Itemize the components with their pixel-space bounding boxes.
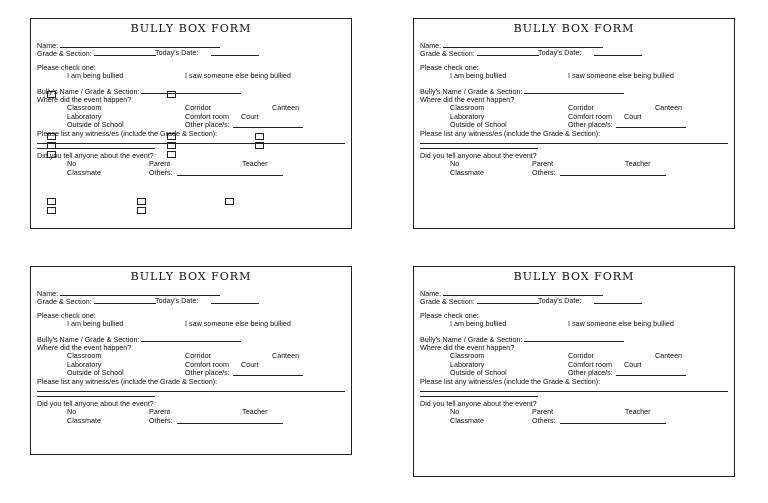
check-prompt: Please check one: <box>37 62 96 72</box>
option-witness-label: I saw someone else being bullied <box>185 71 291 81</box>
checkbox-6[interactable] <box>47 142 56 149</box>
loc-court: Court <box>624 111 642 121</box>
name-field[interactable] <box>60 41 220 48</box>
tell-parent: Parent <box>149 159 171 169</box>
date-label: Today's Date: <box>538 48 582 58</box>
date-field[interactable] <box>211 49 259 56</box>
tell-parent: Parent <box>532 159 554 169</box>
bully-name-label: Bully's Name / Grade & Section: <box>37 334 140 344</box>
checkbox-5[interactable] <box>255 133 264 140</box>
bully-name-field[interactable] <box>141 87 241 94</box>
tell-label: Did you tell anyone about the event? <box>37 398 154 408</box>
loc-other: Other place/s: <box>185 368 230 378</box>
loc-outside: Outside of School <box>67 120 124 130</box>
loc-other-field[interactable] <box>233 369 303 376</box>
where-label: Where did the event happen? <box>420 94 515 104</box>
witness-line-1[interactable] <box>420 142 728 144</box>
tell-label: Did you tell anyone about the event? <box>420 150 537 160</box>
tell-no: No <box>450 407 460 417</box>
grade-field[interactable] <box>94 49 156 56</box>
loc-outside: Outside of School <box>450 120 507 130</box>
checkbox-13[interactable] <box>225 198 234 205</box>
loc-other-field[interactable] <box>233 121 303 128</box>
grade-label: Grade & Section: <box>420 49 475 59</box>
tell-others-field[interactable] <box>177 417 283 424</box>
tell-parent: Parent <box>149 407 171 417</box>
witness-label: Please list any witness/es (include the Grade & Section): <box>37 128 218 138</box>
tell-others-field[interactable] <box>177 169 283 176</box>
where-label: Where did the event happen? <box>420 342 515 352</box>
loc-court: Court <box>241 359 259 369</box>
checkbox-12[interactable] <box>137 198 146 205</box>
loc-canteen: Canteen <box>272 351 300 361</box>
checkbox-1[interactable] <box>47 91 56 98</box>
witness-line-2[interactable] <box>37 395 155 397</box>
option-bullied-label: I am being bullied <box>67 71 124 81</box>
loc-laboratory: Laboratory <box>450 111 485 121</box>
tell-no: No <box>67 407 77 417</box>
loc-other: Other place/s: <box>185 120 230 130</box>
bully-box-form-3 <box>30 266 352 455</box>
loc-laboratory: Laboratory <box>67 111 102 121</box>
bully-box-form-4 <box>413 266 735 477</box>
checkbox-11[interactable] <box>47 198 56 205</box>
loc-corridor: Corridor <box>568 103 594 113</box>
tell-others-field[interactable] <box>560 417 666 424</box>
bully-name-field[interactable] <box>141 335 241 342</box>
loc-canteen: Canteen <box>655 351 683 361</box>
witness-line-2[interactable] <box>420 395 538 397</box>
tell-others-field[interactable] <box>560 169 666 176</box>
form-title: BULLY BOX FORM <box>513 270 635 283</box>
option-bullied-label: I am being bullied <box>450 319 507 329</box>
option-bullied-label: I am being bullied <box>67 319 124 329</box>
tell-others: Others: <box>532 167 556 177</box>
witness-line-1[interactable] <box>420 390 728 392</box>
date-label: Today's Date: <box>538 296 582 306</box>
loc-other: Other place/s: <box>568 120 613 130</box>
loc-outside: Outside of School <box>67 368 124 378</box>
option-witness-label: I saw someone else being bullied <box>568 71 674 81</box>
form-title: BULLY BOX FORM <box>130 22 252 35</box>
checkbox-15[interactable] <box>137 207 146 214</box>
checkbox-3[interactable] <box>47 133 56 140</box>
tell-teacher: Teacher <box>625 407 651 417</box>
where-label: Where did the event happen? <box>37 342 132 352</box>
grade-label: Grade & Section: <box>37 49 92 59</box>
tell-parent: Parent <box>532 407 554 417</box>
loc-classroom: Classroom <box>450 351 485 361</box>
tell-label: Did you tell anyone about the event? <box>420 398 537 408</box>
checkbox-10[interactable] <box>167 151 176 158</box>
check-prompt: Please check one: <box>420 310 479 320</box>
grade-label: Grade & Section: <box>420 297 475 307</box>
option-witness-label: I saw someone else being bullied <box>568 319 674 329</box>
loc-laboratory: Laboratory <box>67 359 102 369</box>
where-label: Where did the event happen? <box>37 94 132 104</box>
tell-teacher: Teacher <box>242 159 268 169</box>
loc-corridor: Corridor <box>185 103 211 113</box>
checkbox-7[interactable] <box>167 142 176 149</box>
loc-comfort: Comfort room <box>185 359 229 369</box>
tell-others: Others: <box>532 415 556 425</box>
date-field[interactable] <box>594 49 642 56</box>
tell-teacher: Teacher <box>242 407 268 417</box>
witness-line-2[interactable] <box>420 147 538 149</box>
grade-field[interactable] <box>477 297 539 304</box>
loc-classroom: Classroom <box>67 103 102 113</box>
form-title: BULLY BOX FORM <box>513 22 635 35</box>
tell-classmate: Classmate <box>67 415 101 425</box>
loc-other: Other place/s: <box>568 368 613 378</box>
name-label: Name: <box>37 40 59 50</box>
witness-line-1[interactable] <box>37 390 345 392</box>
witness-line-1[interactable] <box>37 142 345 144</box>
tell-others: Others: <box>149 167 173 177</box>
loc-court: Court <box>241 111 259 121</box>
name-label: Name: <box>420 288 442 298</box>
tell-classmate: Classmate <box>450 415 484 425</box>
date-field[interactable] <box>594 297 642 304</box>
tell-no: No <box>450 159 460 169</box>
bully-name-field[interactable] <box>524 335 624 342</box>
loc-outside: Outside of School <box>450 368 507 378</box>
checkbox-8[interactable] <box>255 142 264 149</box>
bully-name-label: Bully's Name / Grade & Section: <box>420 86 523 96</box>
check-prompt: Please check one: <box>420 62 479 72</box>
loc-corridor: Corridor <box>568 351 594 361</box>
name-field[interactable] <box>443 289 603 296</box>
bully-name-label: Bully's Name / Grade & Section: <box>37 86 140 96</box>
date-field[interactable] <box>211 297 259 304</box>
option-bullied-label: I am being bullied <box>450 71 507 81</box>
tell-no: No <box>67 159 77 169</box>
bully-box-form-1 <box>30 18 352 229</box>
date-label: Today's Date: <box>155 296 199 306</box>
option-witness-label: I saw someone else being bullied <box>185 319 291 329</box>
check-prompt: Please check one: <box>37 310 96 320</box>
loc-canteen: Canteen <box>272 103 300 113</box>
loc-corridor: Corridor <box>185 351 211 361</box>
checkbox-9[interactable] <box>47 151 56 158</box>
loc-comfort: Comfort room <box>568 111 612 121</box>
loc-laboratory: Laboratory <box>450 359 485 369</box>
grade-label: Grade & Section: <box>37 297 92 307</box>
loc-court: Court <box>624 359 642 369</box>
loc-classroom: Classroom <box>450 103 485 113</box>
loc-comfort: Comfort room <box>568 359 612 369</box>
tell-classmate: Classmate <box>67 167 101 177</box>
name-field[interactable] <box>443 41 603 48</box>
witness-label: Please list any witness/es (include the Grade & Section): <box>37 376 218 386</box>
tell-others: Others: <box>149 415 173 425</box>
tell-teacher: Teacher <box>625 159 651 169</box>
name-label: Name: <box>420 40 442 50</box>
checkbox-4[interactable] <box>167 133 176 140</box>
witness-label: Please list any witness/es (include the Grade & Section): <box>420 376 601 386</box>
checkbox-2[interactable] <box>167 91 176 98</box>
checkbox-14[interactable] <box>47 207 56 214</box>
loc-canteen: Canteen <box>655 103 683 113</box>
tell-classmate: Classmate <box>450 167 484 177</box>
tell-label: Did you tell anyone about the event? <box>37 150 154 160</box>
bully-name-label: Bully's Name / Grade & Section: <box>420 334 523 344</box>
witness-label: Please list any witness/es (include the Grade & Section): <box>420 128 601 138</box>
loc-classroom: Classroom <box>67 351 102 361</box>
bully-name-field[interactable] <box>524 87 624 94</box>
name-field[interactable] <box>60 289 220 296</box>
date-label: Today's Date: <box>155 48 199 58</box>
bully-box-form-2 <box>413 18 735 229</box>
loc-comfort: Comfort room <box>185 111 229 121</box>
form-title: BULLY BOX FORM <box>130 270 252 283</box>
loc-other-field[interactable] <box>616 369 686 376</box>
loc-other-field[interactable] <box>616 121 686 128</box>
name-label: Name: <box>37 288 59 298</box>
grade-field[interactable] <box>94 297 156 304</box>
grade-field[interactable] <box>477 49 539 56</box>
